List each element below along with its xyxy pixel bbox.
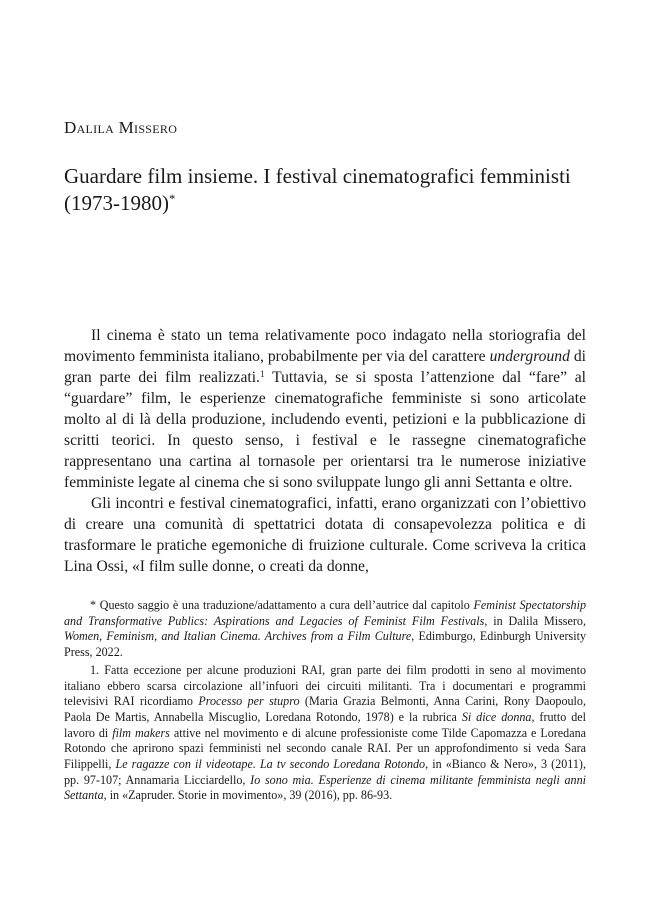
footnote-1-number: 1. (90, 662, 100, 677)
article-title (64, 163, 584, 217)
footnote-ref-1: 1 (259, 369, 265, 380)
paragraph-2: Gli incontri e festival cinematografici, infatti, erano organizzati con l’obiettivo di creare una comunità di spettatrici dotata di consapevolezza politica e di trasformare le pratiche egemoniche di fruizione culturale. Come scriveva la critica Lina Ossi, «I film sulle donne, o creati da donne, (64, 495, 586, 575)
footnote-1 (64, 663, 586, 804)
paragraph-1 (64, 325, 586, 493)
footnote-1-italic-3: film makers (112, 725, 170, 740)
footnote-1-text-c: , frutto del lavoro di (64, 709, 586, 740)
p1-text-c: Tuttavia, se si sposta l’attenzione dal “fare” al “guardare” film, le esperienze cinematografiche femministe si sono articolate molto al di là della produzione, includendo eventi, petizioni e la pubblicazione di scritti teorici. In questo senso, i festival e le rassegne cinematografiche rappresentano una cartina al tornasole per orientarsi tra le numerose iniziative femministe legate al cinema che si sono sviluppate lungo gli anni Settanta e oltre. (64, 369, 586, 491)
footnote-star (64, 598, 586, 661)
author-name: Dalila Missero (64, 118, 178, 137)
footnote-star-text-b: , in Dalila Missero, (484, 613, 586, 628)
footnote-1-text-b: (Maria Grazia Belmonti, Anna Carini, Rony Daopoulo, Paola De Martis, Annabella Miscuglio, Loredana Rotondo, 1978) e la rubrica (64, 694, 586, 724)
footnote-1-italic-1: Processo per stupro (198, 694, 300, 709)
footnote-1-italic-4: Le ragazze con il videotape. La tv secondo Loredana Rotondo (115, 757, 426, 772)
footnotes (64, 598, 586, 804)
footnote-star-mark: * (90, 598, 97, 612)
footnote-1-text-e: , in «Bianco & Nero», 3 (2011), pp. 97-107; Annamaria Licciardello, (64, 757, 586, 787)
footnote-1-italic-5: Io sono mia. Esperienze di cinema militante femminista negli anni Settanta (64, 772, 586, 803)
p1-italic-underground: underground (489, 348, 570, 365)
footnote-1-text-a: Fatta eccezione per alcune produzioni RAI, gran parte dei film prodotti in seno al movimento italiano ebbero scarsa circolazione all’infuori dei circuiti militanti. Tra i documentari e programmi televisivi RAI ricordiamo (64, 662, 586, 709)
footnote-1-text-d: attive nel movimento e di alcune professioniste come Tilde Capomazza e Loredana Rotondo che aprirono spazi femministi nel secondo canale RAI. Per un approfondimento si veda Sara Filippelli, (64, 725, 586, 772)
footnote-star-text-a: Questo saggio è una traduzione/adattamento a cura dell’autrice dal capitolo (96, 598, 474, 612)
footnote-star-text-c: , Edimburgo, Edinburgh University Press, 2022. (64, 629, 586, 660)
p1-text-b: di gran parte dei film realizzati. (64, 348, 587, 386)
footnote-1-italic-2: Si dice donna (461, 709, 532, 724)
footnote-star-italic-2: Women, Feminism, and Italian Cinema. Archives from a Film Culture (64, 629, 412, 644)
title-text: Guardare film insieme. I festival cinematografici femministi (1973-1980) (64, 164, 571, 215)
footnote-1-text-f: , in «Zapruder. Storie in movimento», 39 (2016), pp. 86-93. (103, 788, 393, 803)
p1-text-a: Il cinema è stato un tema relativamente poco indagato nella storiografia del movimento femminista italiano, probabilmente per via del carattere (64, 327, 586, 365)
body-text (64, 325, 586, 577)
title-footnote-mark: * (168, 192, 176, 207)
footnote-star-italic-1: Feminist Spectatorship and Transformative Publics: Aspirations and Legacies of Feminist Film Festivals (64, 598, 586, 628)
